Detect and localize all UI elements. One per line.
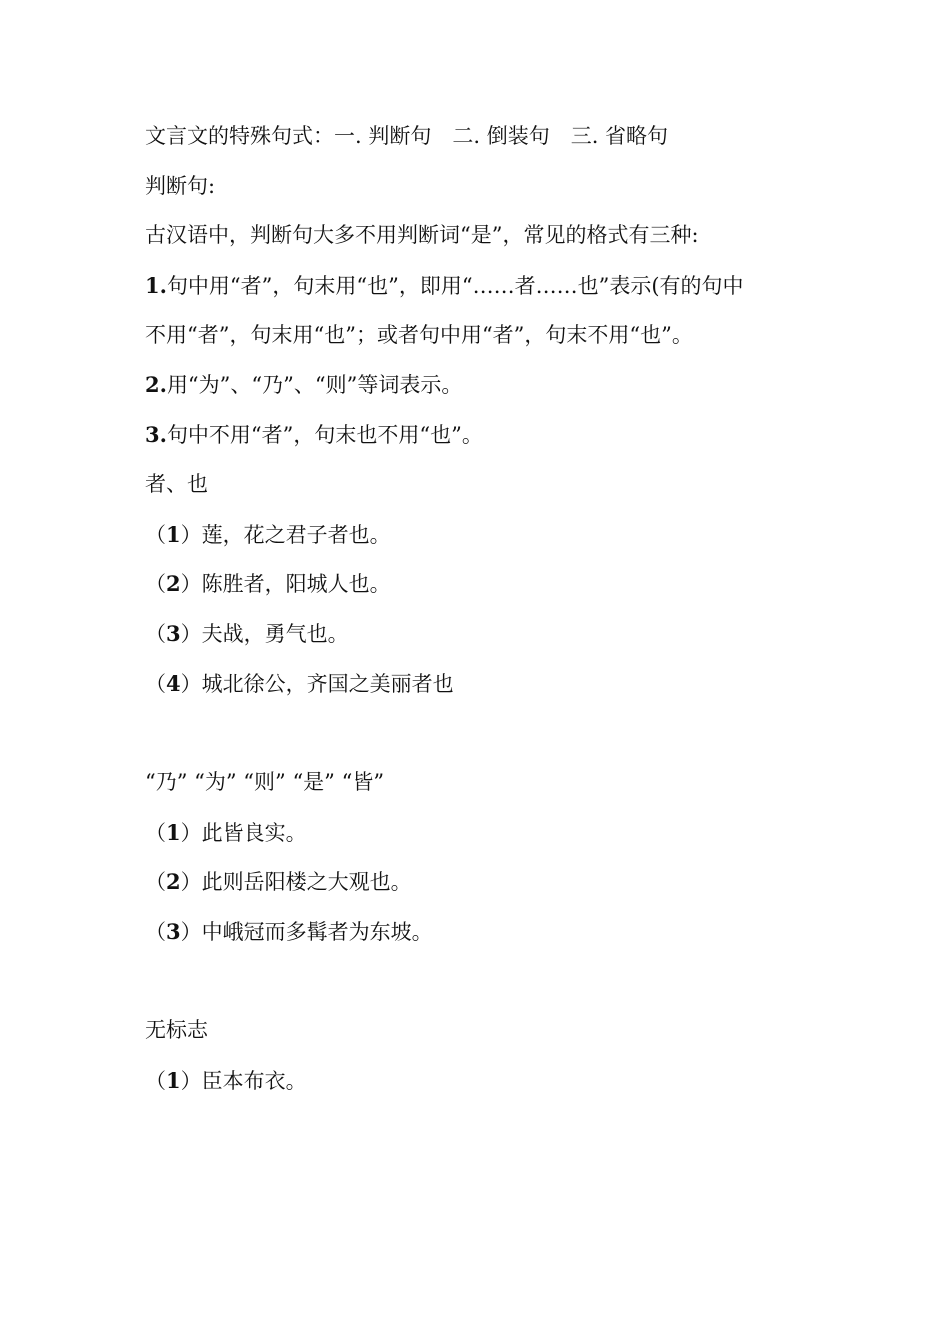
example-number: 1	[166, 819, 181, 845]
example-item: （2）此则岳阳楼之大观也。	[145, 869, 412, 895]
example-number: 2	[166, 869, 181, 895]
rule-number: 3.	[145, 422, 167, 448]
rule-number: 1.	[145, 273, 167, 299]
example-text: 莲，花之君子者也。	[201, 522, 391, 547]
group-title: 者、也	[145, 471, 208, 496]
spacer	[145, 708, 825, 758]
example-text: 夫战，勇气也。	[201, 621, 349, 646]
example-item: （2）陈胜者，阳城人也。	[145, 571, 391, 597]
rule-1-continued: 不用“者”，句末用“也”；或者句中用“者”，句末不用“也”。	[145, 322, 693, 347]
example-item: （3）夫战，勇气也。	[145, 620, 349, 646]
example-text: 臣本布衣。	[201, 1069, 307, 1094]
example-item: （1）莲，花之君子者也。	[145, 521, 391, 547]
example-text: 中峨冠而多髯者为东坡。	[201, 920, 433, 944]
document-heading: 文言文的特殊句式：一. 判断句 二. 倒装句 三. 省略句	[145, 124, 669, 148]
example-text: 此则岳阳楼之大观也。	[201, 870, 412, 895]
example-number: 1	[166, 521, 181, 547]
example-text: 陈胜者，阳城人也。	[201, 572, 391, 597]
example-number: 3	[166, 919, 181, 944]
section-title: 判断句:	[145, 173, 216, 198]
rule-number: 2.	[145, 372, 167, 398]
example-item: （1）臣本布衣。	[145, 1068, 307, 1094]
example-item: （4）城北徐公，齐国之美丽者也	[145, 670, 454, 696]
example-number: 4	[166, 670, 181, 696]
rule-3	[145, 410, 825, 460]
document-page	[145, 112, 825, 1106]
group-title: “乃” “为” “则” “是” “皆”	[145, 769, 385, 794]
rule-text: 句中用“者”，句末用“也”，即用“……者……也”表示(有的句中	[166, 274, 744, 299]
example-number: 1	[166, 1068, 181, 1094]
example-item: （1）此皆良实。	[145, 819, 307, 845]
example-number: 3	[166, 620, 181, 646]
example-text: 城北徐公，齐国之美丽者也	[201, 671, 454, 696]
example-text: 此皆良实。	[201, 820, 307, 845]
example-number: 2	[166, 571, 181, 597]
rule-1	[145, 261, 825, 311]
intro-text: 古汉语中，判断句大多不用判断词“是”，常见的格式有三种:	[145, 223, 699, 248]
rule-2	[145, 360, 825, 410]
rule-text: 句中不用“者”，句末也不用“也”。	[166, 423, 483, 448]
spacer	[145, 957, 825, 1007]
example-item: （3）中峨冠而多髯者为东坡。	[145, 919, 433, 944]
group-title: 无标志	[145, 1018, 208, 1043]
rule-text: 用“为”、“乃”、“则”等词表示。	[166, 373, 463, 398]
